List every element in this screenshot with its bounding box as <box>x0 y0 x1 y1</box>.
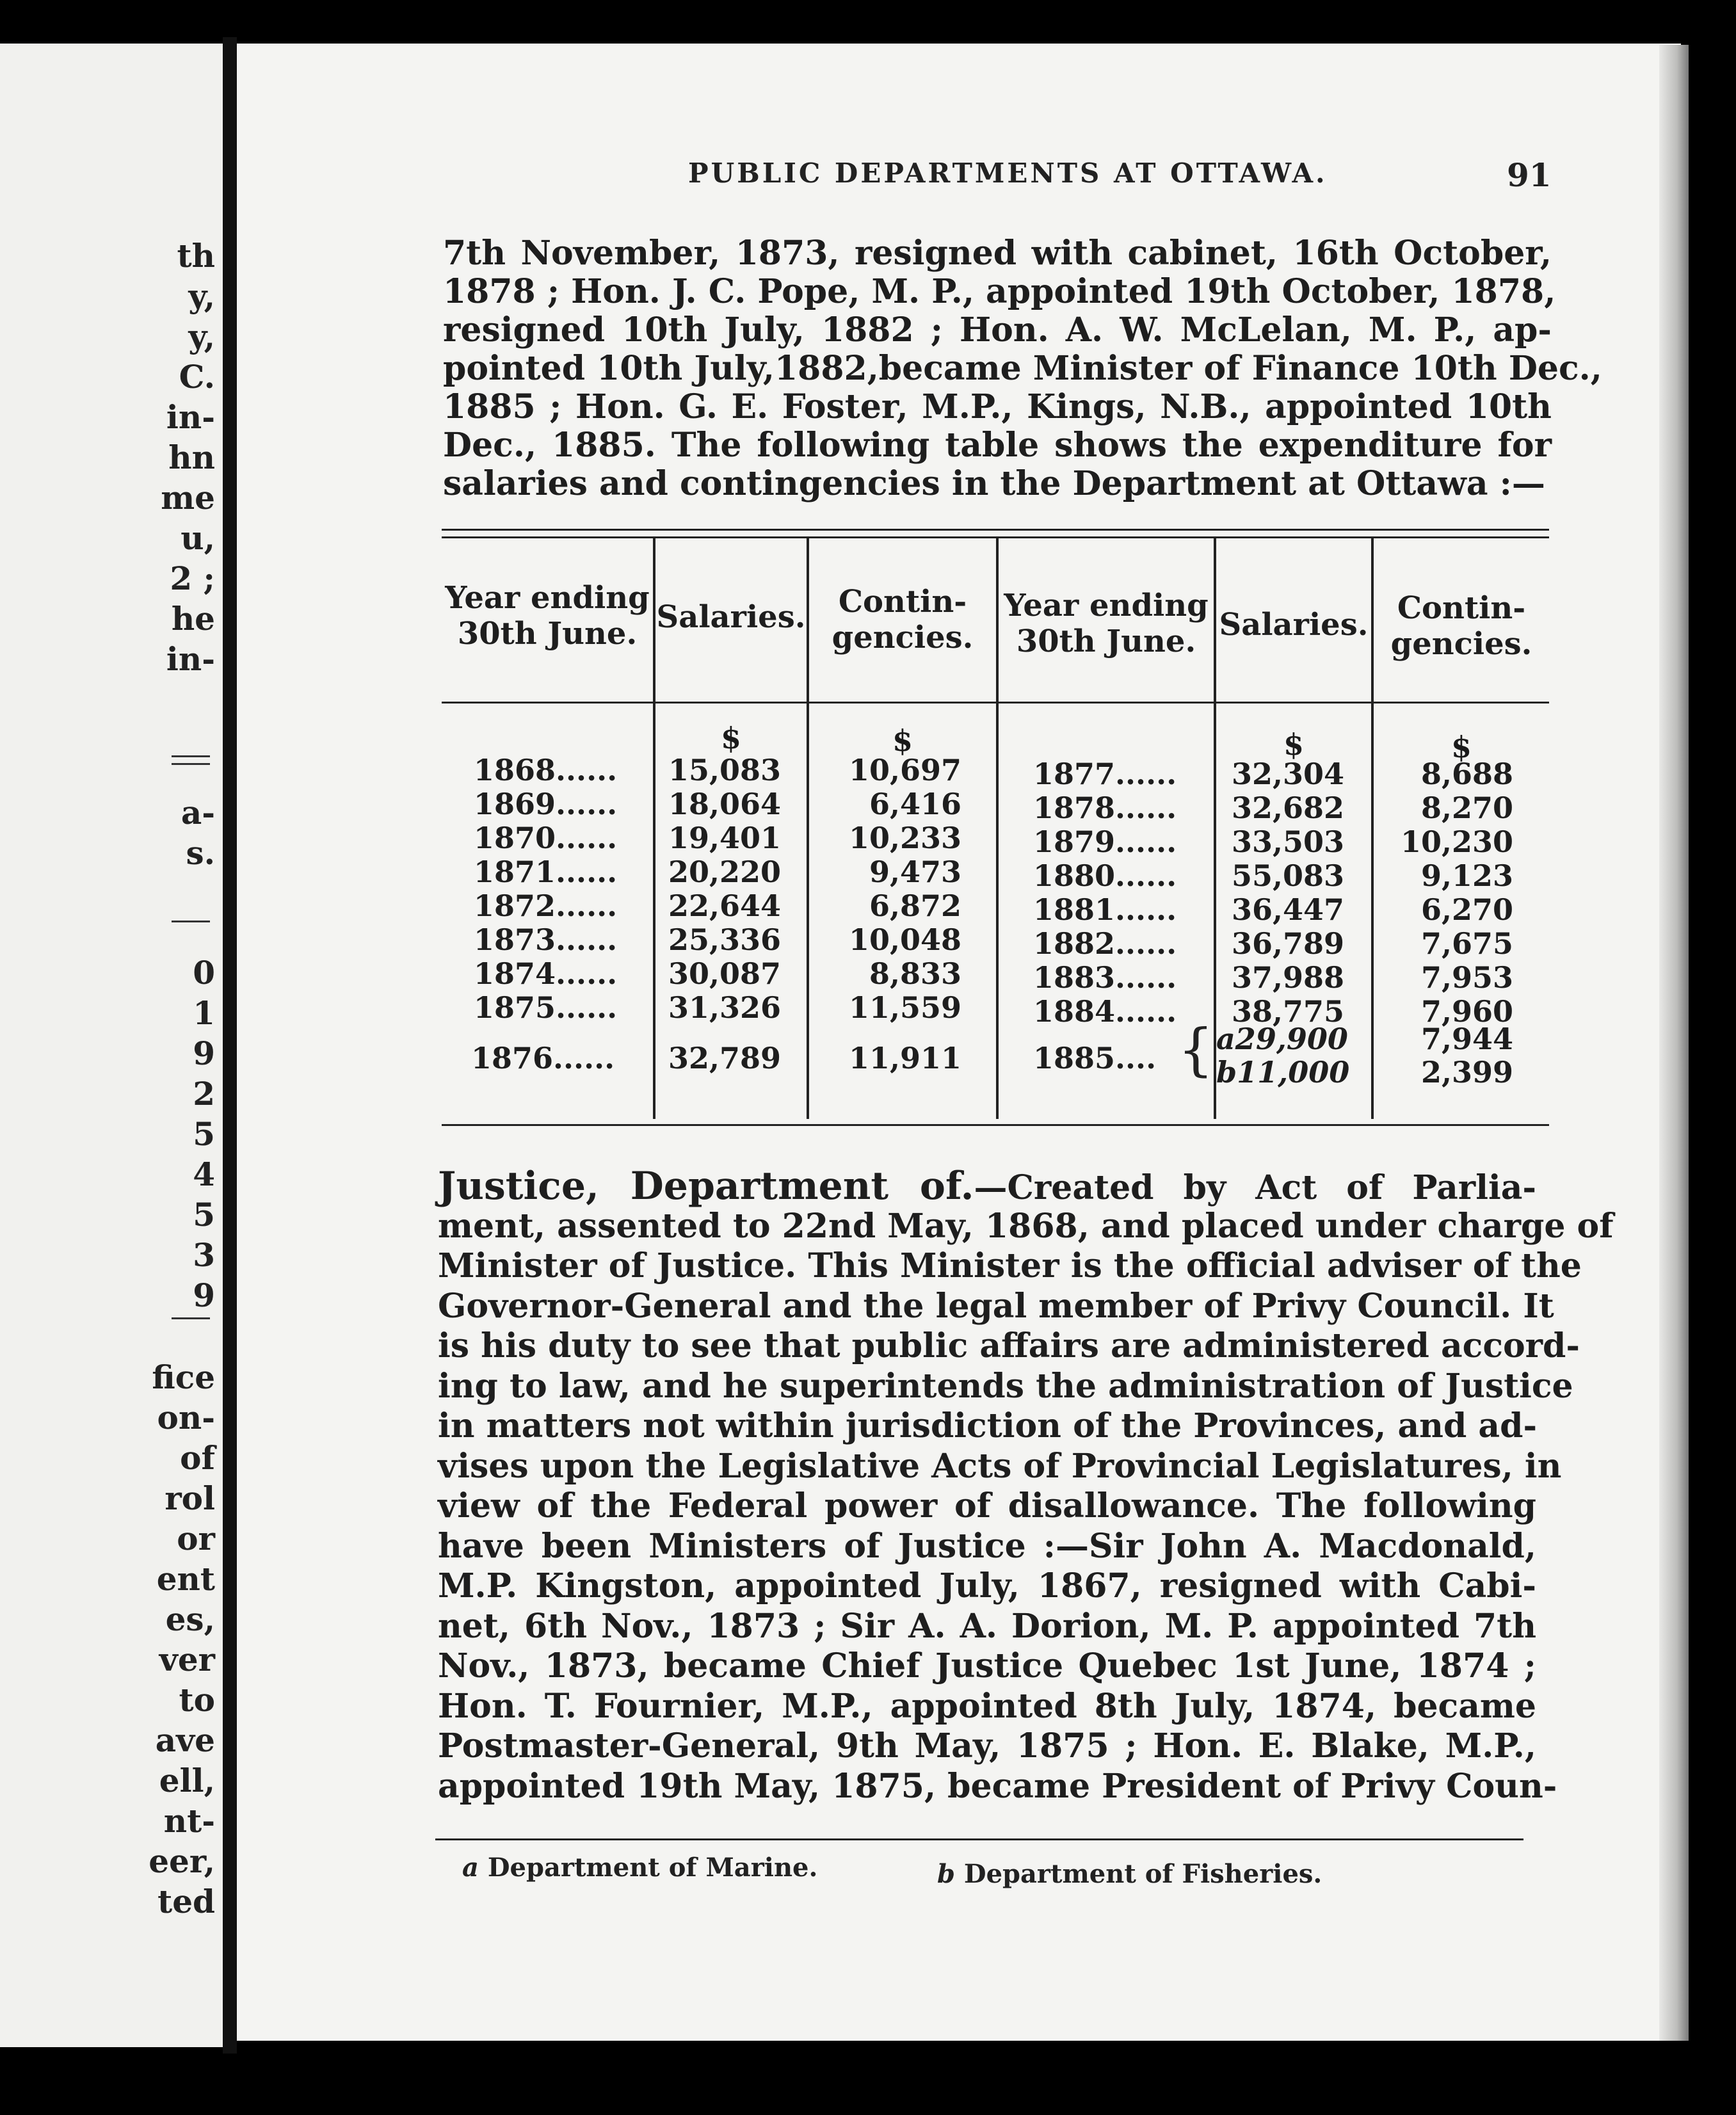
left-page-fragments-bottom <box>149 1357 215 1922</box>
left-page-fragment: hn <box>168 438 215 476</box>
left-page-fragment: ted <box>157 1883 215 1920</box>
table-contingencies-cell: 6,416 <box>869 787 961 821</box>
justice-heading: Justice, Department of. <box>438 1164 974 1209</box>
table-salaries-cell: 22,644 <box>668 889 781 923</box>
left-double-rule <box>172 755 210 765</box>
intro-line: 1885 ; Hon. G. E. Foster, M.P., Kings, N.B., appointed 10th <box>443 387 1552 426</box>
left-facing-page <box>0 44 223 2047</box>
header-year-left: Year ending 30th June. <box>445 580 650 652</box>
intro-paragraph <box>443 234 1602 503</box>
left-page-fragment: ent <box>156 1560 215 1598</box>
table-salaries-cell: 32,682 <box>1231 791 1344 825</box>
table-salaries-cell: 30,087 <box>668 956 781 991</box>
justice-line: net, 6th Nov., 1873 ; Sir A. A. Dorion, M. P. appointed 7th <box>438 1606 1536 1646</box>
left-page-fragment: s. <box>186 834 215 872</box>
table-year-cell: 1869...... <box>474 787 618 821</box>
justice-paragraph <box>438 1164 1614 1806</box>
table-year-cell: 1883...... <box>1033 960 1177 995</box>
left-page-fragment: 4 <box>193 1155 215 1193</box>
table-salaries-cell: 55,083 <box>1231 858 1344 893</box>
intro-line: salaries and contingencies in the Department at Ottawa :— <box>443 464 1545 503</box>
table-top-rule <box>442 536 1549 538</box>
table-salaries-cell: 31,326 <box>668 990 781 1025</box>
table-year-cell: 1868...... <box>474 753 618 787</box>
left-page-fragment: 0 <box>193 954 215 992</box>
left-page-fragment: 3 <box>193 1236 215 1274</box>
table-salaries-cell: 37,988 <box>1231 960 1344 995</box>
left-page-fragment: 1 <box>193 994 215 1032</box>
left-page-fragment: in- <box>166 398 215 436</box>
table-contingencies-cell: 8,688 <box>1420 757 1513 791</box>
left-page-fragment: me <box>161 479 215 517</box>
table-contingencies-cell: 11,559 <box>848 990 961 1025</box>
table-salaries-cell: 15,083 <box>668 753 781 787</box>
currency-sign: $ <box>1283 727 1304 762</box>
table-salaries-cell: 33,503 <box>1231 824 1344 859</box>
left-page-fragment: C. <box>179 358 215 396</box>
table-contingencies-cell: 9,123 <box>1420 858 1513 893</box>
justice-line: Hon. T. Fournier, M.P., appointed 8th July, 1874, became <box>438 1686 1536 1726</box>
header-year-right: Year ending 30th June. <box>1004 588 1209 659</box>
book-gutter <box>223 37 237 2054</box>
header-contingencies-right: Contin- gencies. <box>1390 590 1532 662</box>
page-edge <box>1659 45 1689 2041</box>
binding-mark <box>227 767 234 784</box>
table-contingencies-cell: 9,473 <box>869 855 961 889</box>
binding-mark <box>227 269 234 285</box>
table-year-cell: 1877...... <box>1033 757 1177 791</box>
binding-mark <box>227 1329 234 1346</box>
justice-line: M.P. Kingston, appointed July, 1867, resigned with Cabi- <box>438 1566 1536 1605</box>
intro-line: 1878 ; Hon. J. C. Pope, M. P., appointed 19th October, 1878, <box>443 272 1556 311</box>
table-top-rule <box>442 529 1549 531</box>
table-year-cell: 1873...... <box>474 922 618 957</box>
table-year-cell: 1870...... <box>474 821 618 855</box>
table-salaries-cell: 18,064 <box>668 787 781 821</box>
left-page-fragment: in- <box>166 640 215 678</box>
table-year-cell: 1876...... <box>471 1041 615 1075</box>
table-contingencies-cell: 6,270 <box>1420 892 1513 927</box>
table-contingencies-cell: 10,233 <box>848 821 961 855</box>
table-year-cell: 1884...... <box>1033 994 1177 1029</box>
left-page-fragment: 5 <box>193 1115 215 1153</box>
table-year-cell: 1875...... <box>474 990 618 1025</box>
footnote-b: b Department of Fisheries. <box>937 1859 1322 1889</box>
table-year-cell: 1882...... <box>1033 926 1177 961</box>
expenditure-table <box>442 529 1549 1130</box>
table-contingencies-cell: 11,911 <box>848 1041 961 1075</box>
table-year-cell: 1879...... <box>1033 824 1177 859</box>
table-salaries-cell: 36,447 <box>1231 892 1344 927</box>
table-salaries-cell: 38,775 <box>1231 994 1344 1029</box>
left-page-fragment: to <box>179 1681 215 1719</box>
footnote-rule <box>435 1838 1523 1840</box>
intro-line: Dec., 1885. The following table shows the expenditure for <box>443 426 1552 465</box>
justice-line: Nov., 1873, became Chief Justice Quebec 1st June, 1874 ; <box>438 1646 1536 1685</box>
left-page-fragment: rol <box>165 1479 215 1517</box>
table-year-cell: 1871...... <box>474 855 618 889</box>
table-contingencies-cell: 8,270 <box>1420 791 1513 825</box>
left-page-fragments-nums <box>193 953 215 1315</box>
left-page-fragment: ell, <box>159 1762 215 1799</box>
table-salaries-cell: 20,220 <box>668 855 781 889</box>
table-year-cell: 1881...... <box>1033 892 1177 927</box>
left-page-fragment: a- <box>181 794 215 832</box>
left-page-fragment: 5 <box>193 1196 215 1234</box>
currency-sign: $ <box>892 723 913 758</box>
table-contingencies-cell: 10,697 <box>848 753 961 787</box>
row-1885-salaries-a: a29,900 <box>1216 1022 1348 1056</box>
left-page-fragments-top <box>161 236 215 679</box>
table-contingencies-cell: 7,960 <box>1420 994 1513 1029</box>
justice-line: Postmaster-General, 9th May, 1875 ; Hon. E. Blake, M.P., <box>438 1726 1536 1765</box>
table-contingencies-cell: 10,048 <box>848 922 961 957</box>
intro-line: 7th November, 1873, resigned with cabinet, 16th October, <box>443 234 1552 273</box>
left-rule <box>172 1317 210 1319</box>
table-year-cell: 1874...... <box>474 956 618 991</box>
table-salaries-cell: 19,401 <box>668 821 781 855</box>
justice-line: Governor-General and the legal member of Privy Council. It <box>438 1286 1554 1326</box>
left-page-fragment: 9 <box>193 1276 215 1314</box>
running-head: PUBLIC DEPARTMENTS AT OTTAWA. <box>688 157 1328 189</box>
table-contingencies-cell: 6,872 <box>869 889 961 923</box>
left-page-fragment: eer, <box>149 1842 215 1880</box>
currency-sign: $ <box>720 721 741 755</box>
left-page-fragment: y, <box>188 277 215 315</box>
left-page-fragment: 2 <box>193 1075 215 1113</box>
currency-sign: $ <box>1451 730 1472 764</box>
justice-line: vises upon the Legislative Acts of Provincial Legislatures, in <box>438 1446 1562 1486</box>
left-page-fragment: u, <box>181 519 215 557</box>
table-year-cell: 1872...... <box>474 889 618 923</box>
justice-line: appointed 19th May, 1875, became President of Privy Coun- <box>438 1766 1557 1806</box>
left-page-fragment: th <box>177 237 215 275</box>
left-page-fragment: y, <box>188 318 215 355</box>
page-number: 91 <box>1507 156 1552 194</box>
justice-line: Minister of Justice. This Minister is the official adviser of the <box>438 1246 1582 1285</box>
left-page-fragment: ver <box>159 1641 215 1678</box>
table-salaries-cell: 25,336 <box>668 922 781 957</box>
table-year-cell: 1878...... <box>1033 791 1177 825</box>
table-year-cell: 1880...... <box>1033 858 1177 893</box>
justice-first-line: Justice, Department of.—Created by Act of Parlia- <box>438 1164 1536 1209</box>
left-page-fragment: he <box>171 600 215 638</box>
justice-line: ing to law, and he superintends the administration of Justice <box>438 1366 1573 1406</box>
intro-line: pointed 10th July,1882,became Minister of Finance 10th Dec., <box>443 349 1602 388</box>
left-page-fragment: of <box>180 1439 215 1477</box>
header-salaries-right: Salaries. <box>1219 607 1369 643</box>
footnote-a: a Department of Marine. <box>462 1853 818 1883</box>
left-rule <box>172 921 210 922</box>
row-1885-salaries-b: b11,000 <box>1216 1055 1350 1090</box>
justice-line: have been Ministers of Justice :—Sir John A. Macdonald, <box>438 1526 1536 1566</box>
left-page-fragment: es, <box>165 1600 215 1638</box>
left-page-fragment: ave <box>155 1721 215 1759</box>
table-salaries-cell: 32,304 <box>1231 757 1344 791</box>
left-page-fragment: fice <box>152 1358 215 1396</box>
row-1885-contingencies-b: 2,399 <box>1420 1055 1513 1090</box>
left-page-fragment: or <box>177 1520 215 1557</box>
left-page-fragment: nt- <box>163 1802 215 1840</box>
intro-line: resigned 10th July, 1882 ; Hon. A. W. McLelan, M. P., ap- <box>443 310 1552 350</box>
justice-line: ment, assented to 22nd May, 1868, and placed under charge of <box>438 1206 1614 1246</box>
header-salaries-left: Salaries. <box>656 599 806 635</box>
justice-line: in matters not within jurisdiction of the Provinces, and ad- <box>438 1406 1538 1445</box>
row-1885-contingencies-a: 7,944 <box>1420 1022 1513 1056</box>
left-page-fragment: 9 <box>193 1034 215 1072</box>
table-contingencies-cell: 7,953 <box>1420 960 1513 995</box>
justice-line: is his duty to see that public affairs are administered accord- <box>438 1326 1580 1365</box>
table-salaries-cell: 32,789 <box>668 1041 781 1075</box>
table-contingencies-cell: 7,675 <box>1420 926 1513 961</box>
left-page-fragment: 2 ; <box>170 559 215 597</box>
table-contingencies-cell: 8,833 <box>869 956 961 991</box>
header-contingencies-left: Contin- gencies. <box>832 584 974 655</box>
left-page-fragments-mid <box>181 792 215 873</box>
table-contingencies-cell: 10,230 <box>1400 824 1513 859</box>
left-page-fragment: on- <box>157 1399 215 1436</box>
header-rule <box>442 702 1549 704</box>
justice-line: view of the Federal power of disallowance. The following <box>438 1486 1536 1525</box>
table-salaries-cell: 36,789 <box>1231 926 1344 961</box>
row-1885-year: 1885.... <box>1033 1041 1157 1075</box>
brace: { <box>1178 1017 1214 1082</box>
table-bottom-rule <box>442 1124 1549 1126</box>
